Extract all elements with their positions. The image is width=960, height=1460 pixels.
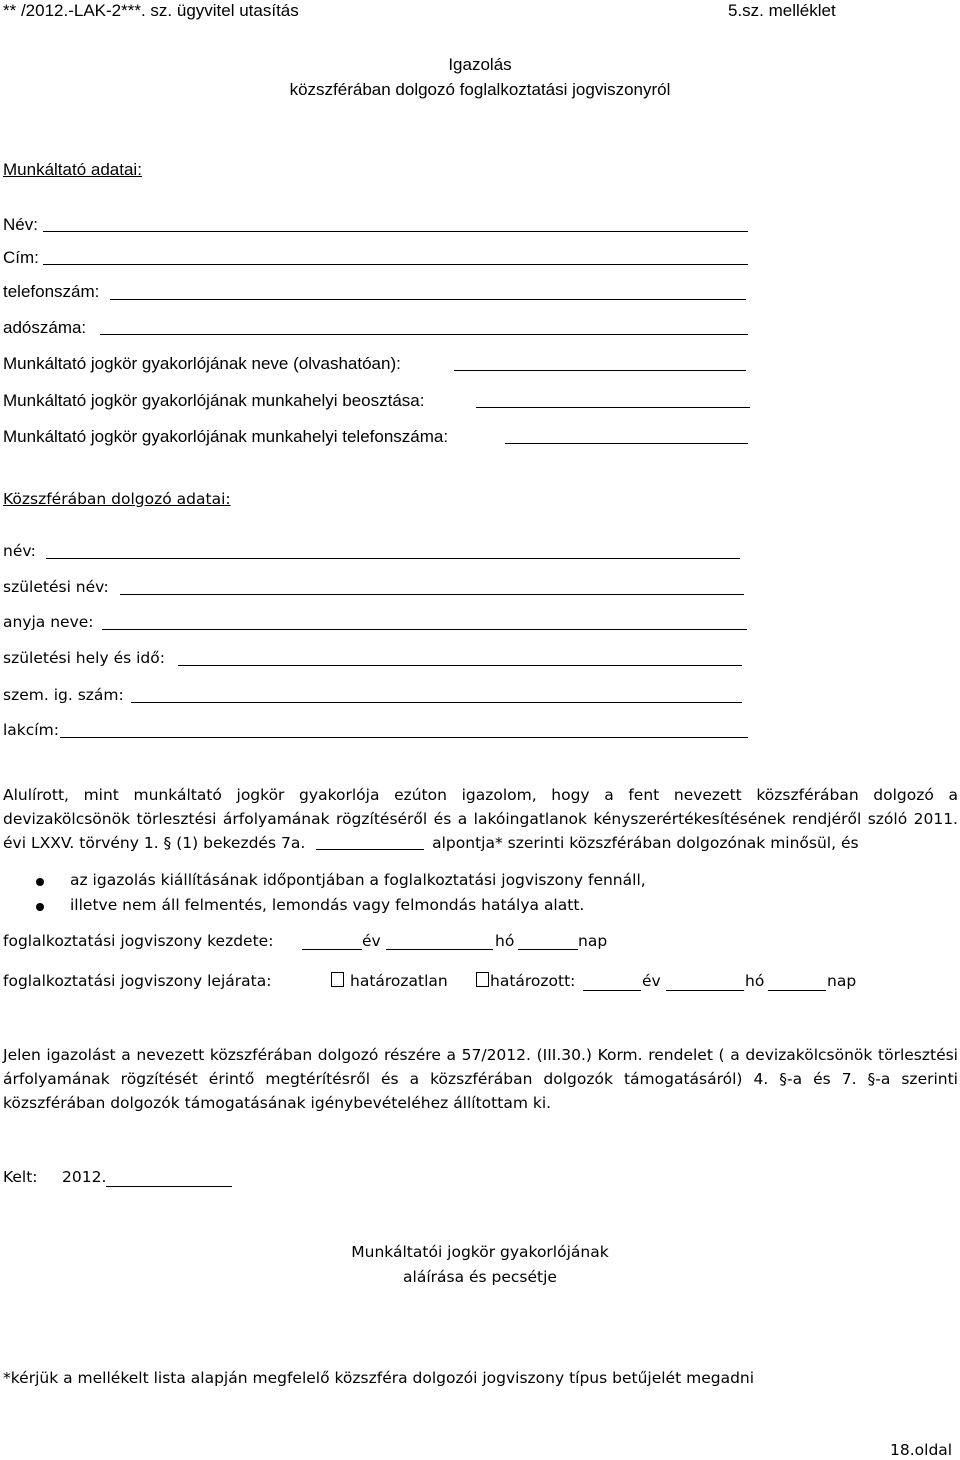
employer-phone-field[interactable] (110, 299, 746, 300)
end-year-label: év (642, 972, 661, 990)
employer-officer-name-field[interactable] (454, 370, 746, 371)
bullet-icon (36, 878, 44, 886)
end-day-label: nap (827, 972, 857, 990)
employer-address-field[interactable] (43, 264, 748, 265)
employer-name-label: Név: (3, 215, 38, 234)
indefinite-checkbox[interactable] (331, 972, 344, 987)
employee-mother-name-label: anyja neve: (3, 613, 94, 631)
end-day-field[interactable] (768, 990, 826, 991)
document-subtitle: közszférában dolgozó foglalkoztatási jogviszonyról (289, 80, 671, 99)
employee-birth-place-date-field[interactable] (178, 665, 742, 666)
document-title: Igazolás (448, 55, 512, 74)
category-letter-field[interactable] (316, 834, 424, 850)
start-day-label: nap (578, 932, 608, 950)
employer-officer-phone-label: Munkáltató jogkör gyakorlójának munkahelyi telefonszáma: (3, 427, 449, 446)
certification-text: Alulírott, mint munkáltató jogkör gyakorlója ezúton igazolom, hogy a fent nevezett közszférában dolgozó a devizakölcsönök törlesztési árfolyamának rögzítéséről és a lakóingatlanok kényszerértékesítésének rendjéről szóló 2011. évi LXXV. törvény 1. § (1) bekezdés 7a. (3, 786, 958, 852)
dated-field[interactable] (106, 1186, 232, 1187)
document-reference: ** /2012.-LAK-2***. sz. ügyvitel utasítás (3, 1, 299, 20)
employer-address-label: Cím: (3, 248, 39, 267)
annex-number: 5.sz. melléklet (728, 1, 836, 20)
employer-taxnumber-label: adószáma: (3, 318, 87, 337)
end-year-field[interactable] (583, 990, 641, 991)
employee-id-number-label: szem. ig. szám: (3, 686, 124, 704)
end-month-field[interactable] (666, 990, 744, 991)
employer-name-field[interactable] (43, 231, 748, 232)
definite-checkbox[interactable] (476, 972, 489, 987)
employee-birthname-label: születési név: (3, 578, 109, 596)
employee-birthname-field[interactable] (120, 594, 744, 595)
employee-address-label: lakcím: (3, 721, 59, 739)
dated-year: 2012. (62, 1168, 107, 1186)
employer-officer-name-label: Munkáltató jogkör gyakorlójának neve (olvashatóan): (3, 354, 401, 373)
employment-start-label: foglalkoztatási jogviszony kezdete: (3, 932, 274, 950)
bullet-item: illetve nem áll felmentés, lemondás vagy felmondás hatálya alatt. (70, 896, 585, 914)
indefinite-label: határozatlan (350, 972, 448, 990)
employer-officer-phone-field[interactable] (505, 443, 748, 444)
certification-text-tail: alpontja* szerinti közszférában dolgozónak minősül, és (432, 834, 859, 852)
employee-name-field[interactable] (46, 558, 740, 559)
start-year-field[interactable] (302, 949, 362, 950)
indefinite-option[interactable] (331, 972, 448, 990)
employer-taxnumber-field[interactable] (100, 334, 748, 335)
bullet-item: az igazolás kiállításának időpontjában a foglalkoztatási jogviszony fennáll, (70, 871, 646, 889)
definite-label: határozott: (490, 972, 576, 990)
employer-phone-label: telefonszám: (3, 282, 100, 301)
certification-paragraph (3, 783, 958, 855)
signature-caption-line2: aláírása és pecsétje (403, 1268, 557, 1286)
page-number: 18.oldal (890, 1441, 953, 1459)
statement-paragraph: Jelen igazolást a nevezett közszférában dolgozó részére a 57/2012. (III.30.) Korm. rendelet ( a devizakölcsönök törlesztési árfolyamának rögzítését érintő megtérítésről és a közszférában dolgozók támogatásáról) 4. §-a és 7. §-a szerinti közszférában dolgozók támogatásának igénybevételéhez állítottam ki. (3, 1046, 958, 1112)
employee-birth-place-date-label: születési hely és idő: (3, 649, 165, 667)
employer-officer-position-field[interactable] (476, 407, 750, 408)
footnote: *kérjük a mellékelt lista alapján megfelelő közszféra dolgozói jogviszony típus betűjelét megadni (3, 1369, 755, 1387)
dated-label: Kelt: (3, 1168, 38, 1186)
employee-mother-name-field[interactable] (102, 629, 747, 630)
end-month-label: hó (745, 972, 765, 990)
employer-heading: Munkáltató adatai: (3, 160, 142, 179)
employee-heading: Közszférában dolgozó adatai: (3, 490, 231, 508)
signature-caption: Munkáltatói jogkör gyakorlójának (351, 1243, 609, 1261)
start-day-field[interactable] (518, 949, 578, 950)
employee-id-number-field[interactable] (131, 702, 742, 703)
start-year-label: év (362, 932, 381, 950)
start-month-field[interactable] (386, 949, 493, 950)
employee-address-field[interactable] (60, 737, 748, 738)
start-month-label: hó (495, 932, 515, 950)
bullet-icon (36, 903, 44, 911)
employee-name-label: név: (3, 542, 36, 560)
employer-officer-position-label: Munkáltató jogkör gyakorlójának munkahelyi beosztása: (3, 391, 425, 410)
definite-option[interactable] (476, 972, 575, 990)
employment-end-label: foglalkoztatási jogviszony lejárata: (3, 972, 272, 990)
